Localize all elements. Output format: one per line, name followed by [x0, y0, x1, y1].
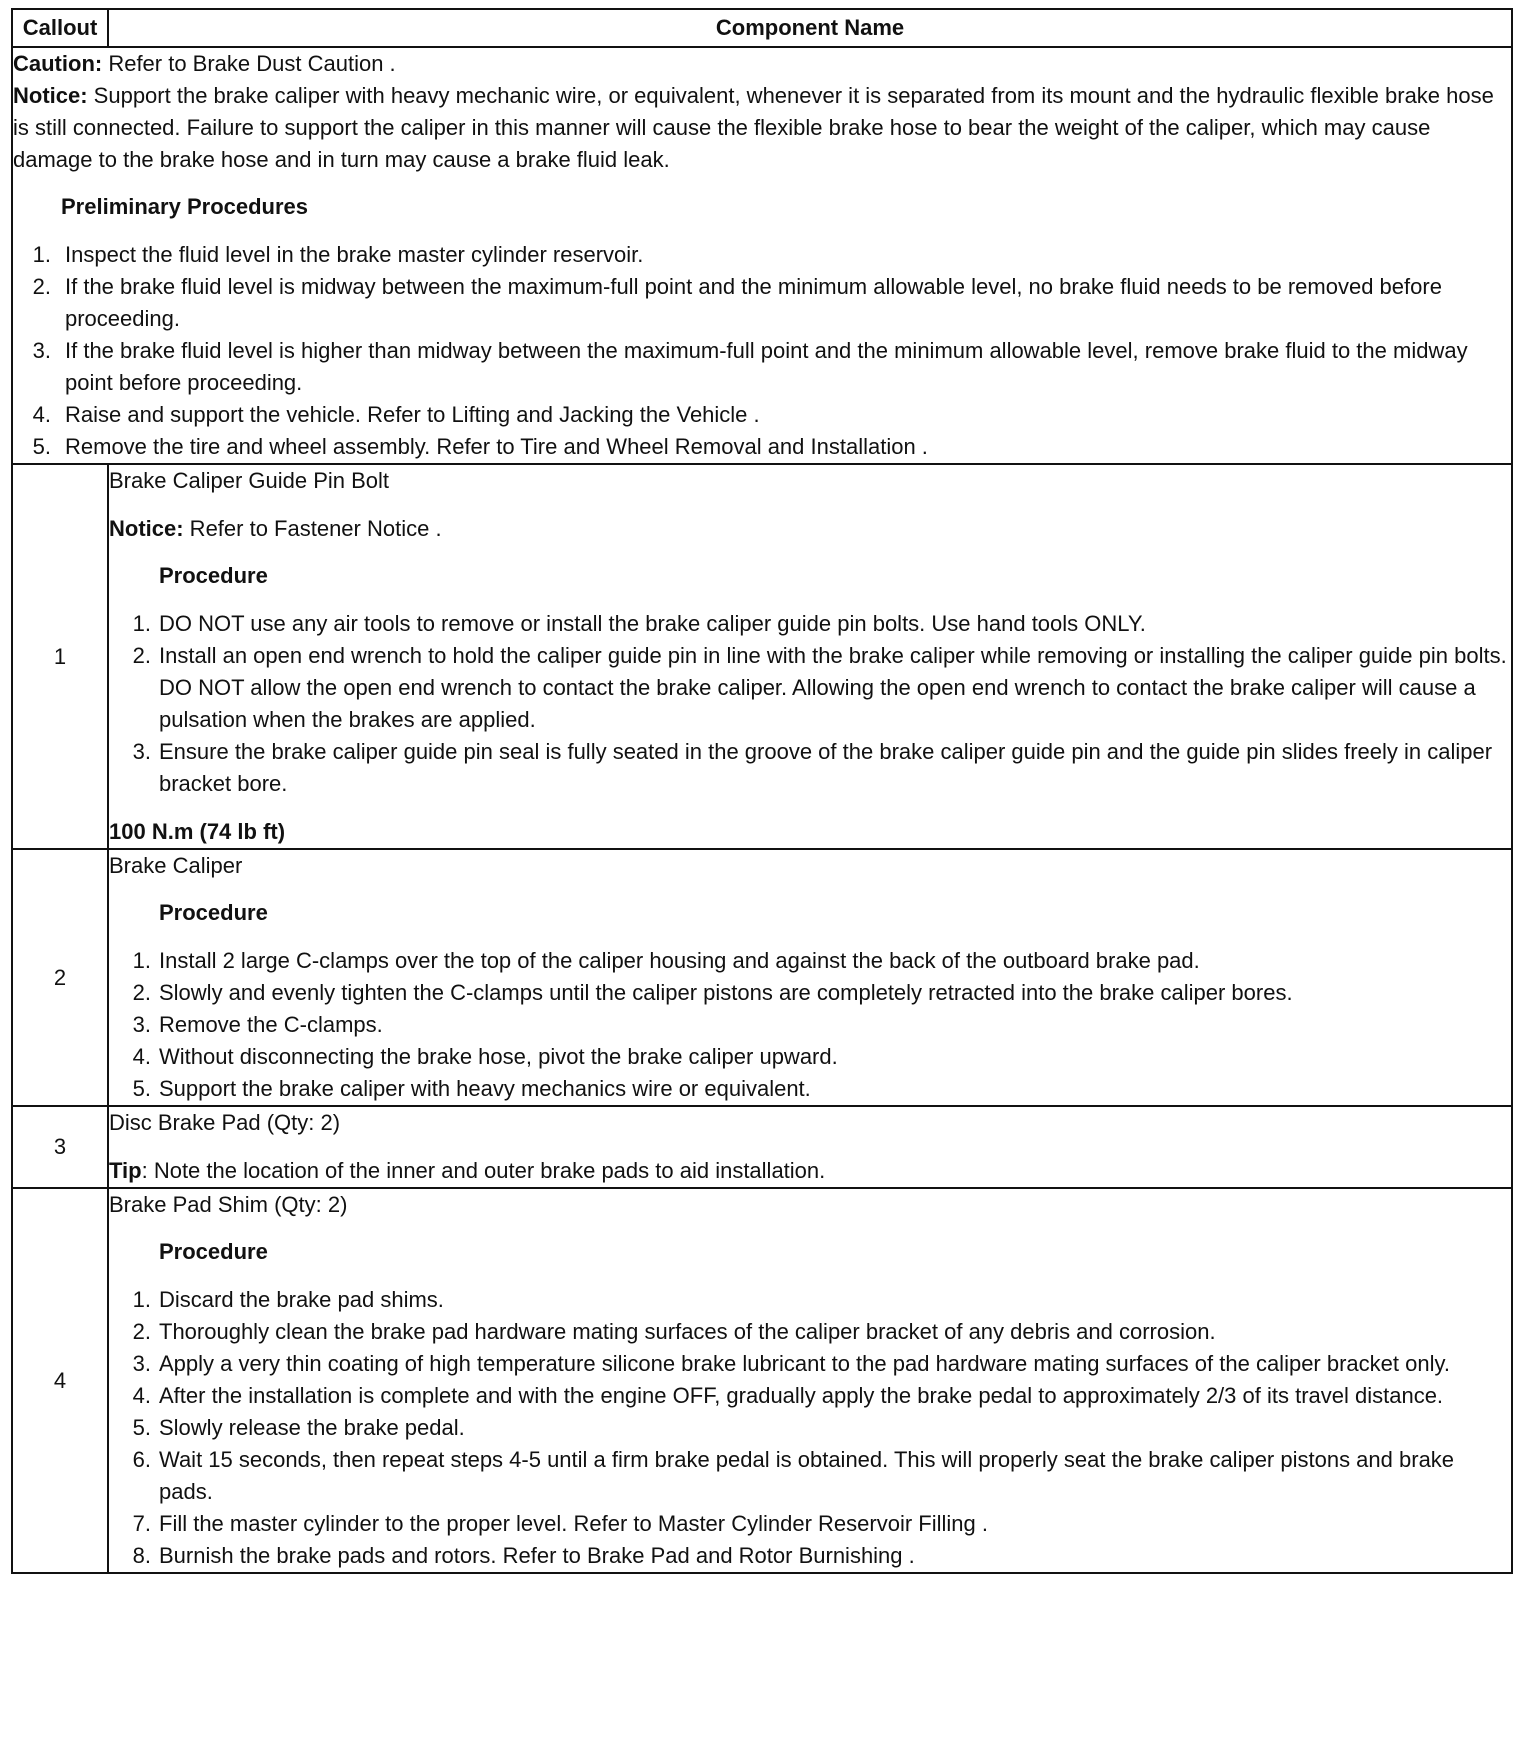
caution-line	[13, 48, 1511, 80]
callout-cell: 3	[12, 1106, 108, 1188]
callout-cell: 4	[12, 1188, 108, 1573]
list-item: 5. Support the brake caliper with heavy mechanics wire or equivalent.	[132, 1076, 811, 1101]
preliminary-steps-list	[13, 239, 1511, 463]
list-item: 7. Fill the master cylinder to the proper level. Refer to Master Cylinder Reservoir Filling .	[132, 1511, 988, 1536]
callout-cell: 1	[12, 464, 108, 849]
table-row	[12, 1106, 1512, 1188]
list-item: 6. Wait 15 seconds, then repeat steps 4-5 until a firm brake pedal is obtained. This will properly seat the brake caliper pistons and brake pads.	[132, 1447, 1455, 1504]
list-item: 2. Install an open end wrench to hold the caliper guide pin in line with the brake caliper while removing or installing the caliper guide pin bolts. DO NOT allow the open end wrench to contact the brake caliper. Allowing the open end wrench to contact the brake caliper will cause a pulsation when the brakes are applied.	[132, 643, 1507, 732]
list-item: 1. Discard the brake pad shims.	[132, 1287, 444, 1312]
tip-line	[109, 1155, 1511, 1187]
notice-label: Notice:	[109, 516, 184, 541]
list-item: 2. Thoroughly clean the brake pad hardware mating surfaces of the caliper bracket of any debris and corrosion.	[132, 1319, 1216, 1344]
table-row	[12, 1188, 1512, 1573]
procedure-steps-list	[109, 1284, 1511, 1572]
notice-label: Notice:	[13, 83, 88, 108]
caution-label: Caution:	[13, 51, 103, 76]
tip-label: Tip	[109, 1158, 142, 1183]
component-cell	[108, 464, 1512, 849]
component-name: Disc Brake Pad (Qty: 2)	[109, 1110, 341, 1135]
procedure-title: Procedure	[159, 1239, 268, 1264]
list-item: 3. If the brake fluid level is higher than midway between the maximum-full point and the minimum allowable level, remove brake fluid to the midway point before proceeding.	[32, 338, 1468, 395]
intro-row	[12, 47, 1512, 464]
list-item: 3. Apply a very thin coating of high temperature silicone brake lubricant to the pad hardware mating surfaces of the caliper bracket only.	[132, 1351, 1450, 1376]
procedure-title: Procedure	[159, 900, 268, 925]
list-item: 1. DO NOT use any air tools to remove or install the brake caliper guide pin bolts. Use hand tools ONLY.	[132, 611, 1146, 636]
caution-text: Refer to Brake Dust Caution .	[102, 51, 396, 76]
component-cell	[108, 1106, 1512, 1188]
tip-text: : Note the location of the inner and outer brake pads to aid installation.	[141, 1158, 826, 1183]
list-item: 3. Ensure the brake caliper guide pin seal is fully seated in the groove of the brake caliper guide pin and the guide pin slides freely in caliper bracket bore.	[132, 739, 1493, 796]
callout-header: Callout	[12, 9, 108, 47]
list-item: 4. Raise and support the vehicle. Refer to Lifting and Jacking the Vehicle .	[32, 402, 760, 427]
table-header-row	[12, 9, 1512, 47]
procedure-steps-list	[109, 945, 1511, 1105]
procedure-title: Procedure	[159, 563, 268, 588]
list-item: 8. Burnish the brake pads and rotors. Refer to Brake Pad and Rotor Burnishing .	[132, 1543, 915, 1568]
component-name: Brake Caliper Guide Pin Bolt	[109, 468, 390, 493]
list-item: 1. Inspect the fluid level in the brake master cylinder reservoir.	[32, 242, 644, 267]
notice-line	[109, 513, 1511, 545]
torque-spec: 100 N.m (74 lb ft)	[109, 819, 286, 844]
notice-text: Support the brake caliper with heavy mechanic wire, or equivalent, whenever it is separated from its mount and the hydraulic flexible brake hose is still connected. Failure to support the caliper in this manner will cause the flexible brake hose to bear the weight of the caliper, which may cause damage to the brake hose and in turn may cause a brake fluid leak.	[13, 83, 1494, 172]
list-item: 4. Without disconnecting the brake hose, pivot the brake caliper upward.	[132, 1044, 838, 1069]
component-name: Brake Pad Shim (Qty: 2)	[109, 1192, 348, 1217]
component-cell	[108, 849, 1512, 1106]
list-item: 2. Slowly and evenly tighten the C-clamps until the caliper pistons are completely retracted into the brake caliper bores.	[132, 980, 1293, 1005]
procedure-table	[11, 8, 1513, 1574]
list-item: 4. After the installation is complete and with the engine OFF, gradually apply the brake pedal to approximately 2/3 of its travel distance.	[132, 1383, 1444, 1408]
list-item: 1. Install 2 large C-clamps over the top of the caliper housing and against the back of the outboard brake pad.	[132, 948, 1200, 973]
table-row	[12, 849, 1512, 1106]
component-cell	[108, 1188, 1512, 1573]
table-row	[12, 464, 1512, 849]
list-item: 5. Remove the tire and wheel assembly. Refer to Tire and Wheel Removal and Installation .	[32, 434, 928, 459]
list-item: 2. If the brake fluid level is midway between the maximum-full point and the minimum allowable level, no brake fluid needs to be removed before proceeding.	[32, 274, 1442, 331]
preliminary-procedures-title: Preliminary Procedures	[61, 194, 309, 219]
notice-text: Refer to Fastener Notice .	[183, 516, 442, 541]
intro-cell	[12, 47, 1512, 464]
list-item: 5. Slowly release the brake pedal.	[132, 1415, 465, 1440]
notice-paragraph	[13, 80, 1511, 176]
component-name: Brake Caliper	[109, 853, 243, 878]
procedure-steps-list	[109, 608, 1511, 800]
component-name-header: Component Name	[108, 9, 1512, 47]
list-item: 3. Remove the C-clamps.	[132, 1012, 383, 1037]
callout-cell: 2	[12, 849, 108, 1106]
